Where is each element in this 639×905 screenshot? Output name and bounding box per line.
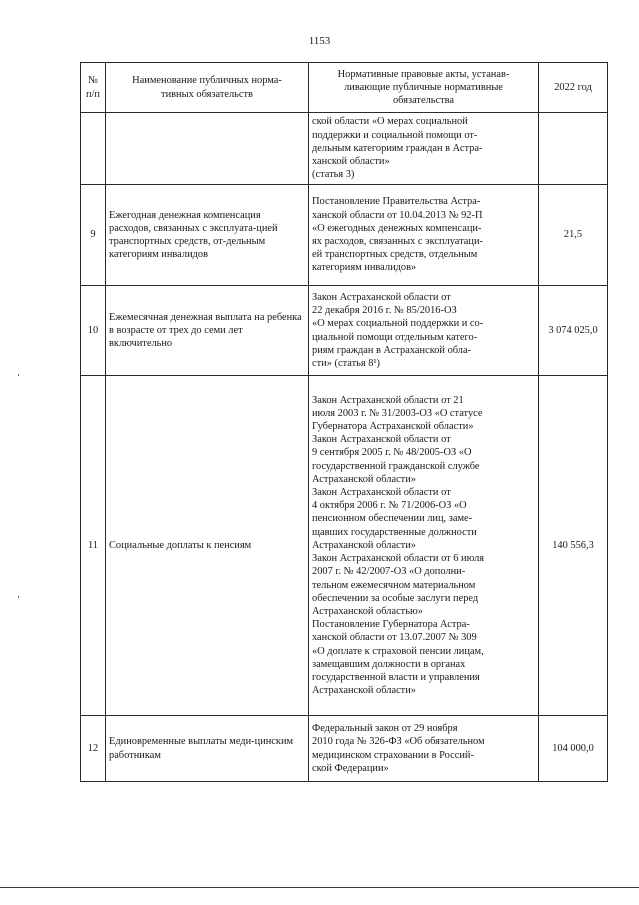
row-number: 11 <box>81 376 106 716</box>
legal-act-line: «О доплате к страховой пенсии лицам, <box>312 645 484 657</box>
legal-act-line: 2007 г. № 42/2007-ОЗ «О дополни- <box>312 566 466 578</box>
legal-act-line: замещавшим должности в органах <box>312 658 466 670</box>
legal-act-line: 9 сентября 2005 г. № 48/2005-ОЗ «О <box>312 447 472 459</box>
amount-2022: 140 556,3 <box>539 376 608 716</box>
table-row <box>81 716 608 782</box>
obligation-name <box>106 113 309 185</box>
legal-act-line: сти» (статья 8¹) <box>312 357 381 369</box>
legal-act-line: ей транспортных средств, отдельным <box>312 249 478 261</box>
header-year: 2022 год <box>539 63 608 113</box>
legal-act-line: Закон Астраханской области от <box>312 434 451 446</box>
legal-acts <box>309 716 539 782</box>
legal-act-line: циальной помощи отдельным катего- <box>312 331 478 343</box>
row-number: 10 <box>81 286 106 376</box>
legal-acts <box>309 185 539 286</box>
legal-acts <box>309 376 539 716</box>
legal-act-line: щавших государственные должности <box>312 526 477 538</box>
legal-act-line: обеспечении за особые заслуги перед <box>312 592 479 604</box>
legal-act-line: ской Федерации» <box>312 762 389 774</box>
row-number: 9 <box>81 185 106 286</box>
legal-act-line: ях расходов, связанных с эксплуатаци- <box>312 236 483 247</box>
legal-act-line: Закон Астраханской области от 21 <box>312 394 464 406</box>
amount-2022 <box>539 113 608 185</box>
legal-act-line: ханской области» <box>312 156 390 168</box>
obligation-name: Ежемесячная денежная выплата на ребенка в возрасте от трех до семи лет включительно <box>106 286 309 376</box>
table-row <box>81 113 608 185</box>
legal-act-line: дельным категориям граждан в Астра- <box>312 142 483 154</box>
legal-act-line: Астраханской области» <box>312 685 416 697</box>
table-header <box>81 63 608 113</box>
legal-acts <box>309 286 539 376</box>
legal-act-line: 2010 года № 326-ФЗ «Об обязательном <box>312 736 485 748</box>
page-bottom-rule <box>0 887 639 888</box>
legal-act-line: 4 октября 2006 г. № 71/2006-ОЗ «О <box>312 500 467 512</box>
legal-act-line: ханской области от 10.04.2013 № 92-П <box>312 209 483 221</box>
obligations-table <box>80 62 608 782</box>
legal-acts <box>309 113 539 185</box>
legal-act-line: поддержки и социальной помощи от- <box>312 129 478 141</box>
legal-act-line: Постановление Губернатора Астра- <box>312 619 470 631</box>
legal-act-line: Постановление Правительства Астра- <box>312 196 481 208</box>
table-row <box>81 185 608 286</box>
legal-act-line: Федеральный закон от 29 ноября <box>312 723 458 735</box>
legal-act-line: категориям инвалидов» <box>312 262 417 274</box>
margin-mark <box>18 596 19 598</box>
header-num: № п/п <box>81 63 106 113</box>
page-number: 1153 <box>308 35 331 47</box>
row-number: 12 <box>81 716 106 782</box>
legal-act-line: тельном ежемесячном материальном <box>312 579 476 591</box>
legal-act-line: Закон Астраханской области от <box>312 487 451 499</box>
legal-act-line: медицинском страховании в Россий- <box>312 749 474 761</box>
legal-act-line: июля 2003 г. № 31/2003-ОЗ «О статусе <box>312 407 483 419</box>
legal-act-line: государственной власти и управления <box>312 671 480 683</box>
legal-act-line: Астраханской областью» <box>312 605 423 617</box>
header-name: Наименование публичных норма- тивных обязательств <box>106 63 309 113</box>
legal-act-line: Закон Астраханской области от 6 июля <box>312 553 485 565</box>
amount-2022: 3 074 025,0 <box>539 286 608 376</box>
table-row <box>81 286 608 376</box>
legal-act-line: 22 декабря 2016 г. № 85/2016-ОЗ <box>312 305 457 317</box>
legal-act-line: Закон Астраханской области от <box>312 291 451 303</box>
amount-2022: 104 000,0 <box>539 716 608 782</box>
table-body <box>81 113 608 782</box>
legal-act-line: государственной гражданской службе <box>312 460 480 472</box>
legal-act-line: Астраханской области» <box>312 473 416 485</box>
legal-act-line: (статья 3) <box>312 169 355 181</box>
row-number <box>81 113 106 185</box>
legal-act-line: ской области «О мерах социальной <box>312 116 468 128</box>
legal-act-line: Губернатора Астраханской области» <box>312 421 474 433</box>
amount-2022: 21,5 <box>539 185 608 286</box>
legal-act-line: пенсионном обеспечении лиц, заме- <box>312 513 473 525</box>
table-row <box>81 376 608 716</box>
legal-act-line: риям граждан в Астраханской обла- <box>312 344 472 356</box>
legal-act-line: ханской области от 13.07.2007 № 309 <box>312 632 477 644</box>
obligation-name: Ежегодная денежная компенсация расходов, связанных с эксплуата-цией транспортных средств, от-дельным категориям инвалидов <box>106 185 309 286</box>
obligation-name: Социальные доплаты к пенсиям <box>106 376 309 716</box>
margin-mark <box>18 374 19 376</box>
legal-act-line: «О ежегодных денежных компенсаци- <box>312 222 482 234</box>
legal-act-line: «О мерах социальной поддержки и со- <box>312 318 484 330</box>
legal-act-line: Астраханской области» <box>312 539 416 551</box>
header-acts: Нормативные правовые акты, устанав- ливающие публичные нормативные обязательства <box>309 63 539 113</box>
obligation-name: Единовременные выплаты меди-цинским работникам <box>106 716 309 782</box>
